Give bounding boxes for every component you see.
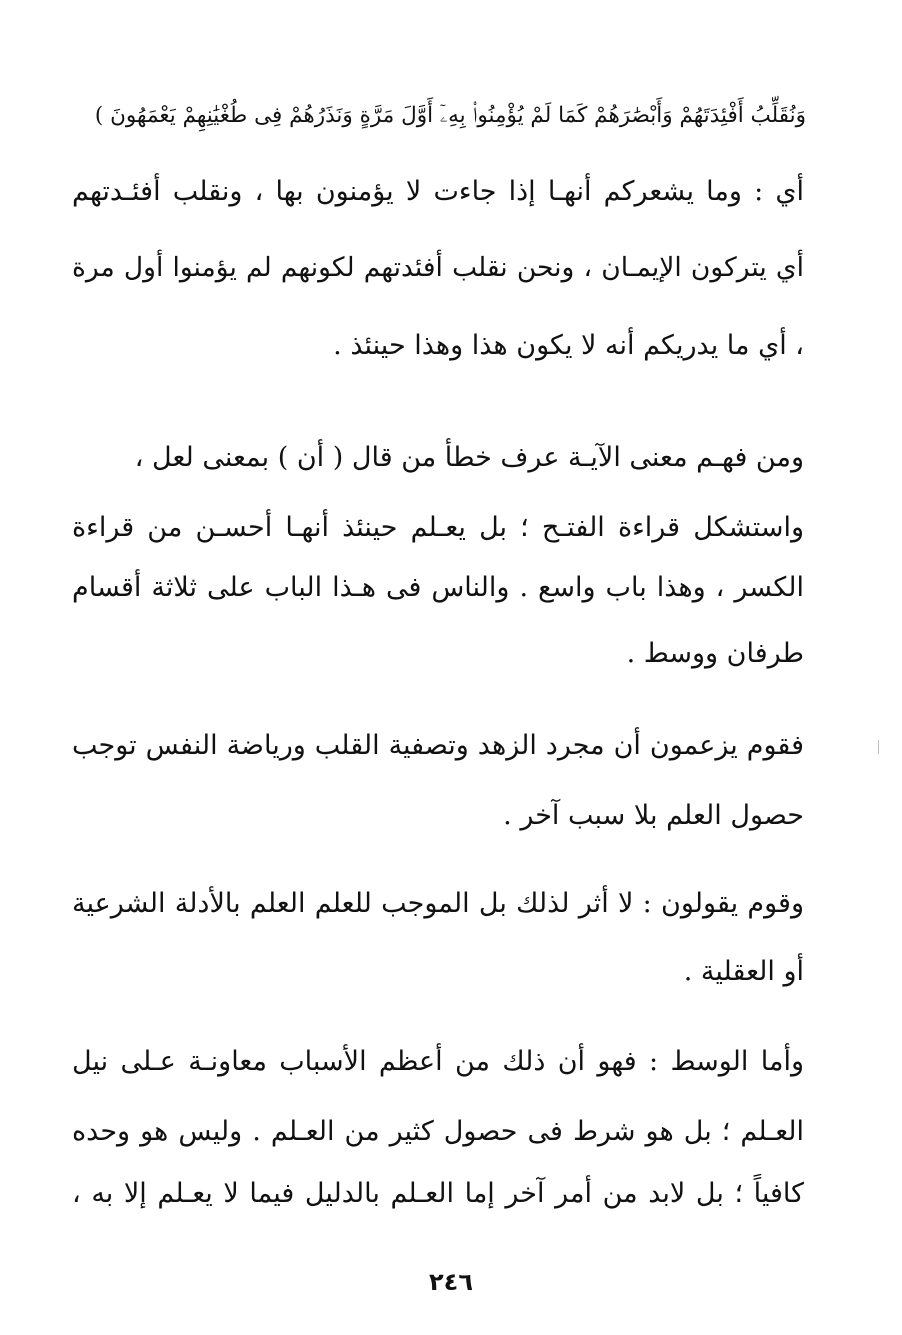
quran-verse-line: وَنُقَلِّبُ أَفْئِدَتَهُمْ وَأَبْصَٰرَهُمْ كَمَا لَمْ يُؤْمِنُوا۟ بِهِۦٓ أَوَّلَ مَرَّةٍ وَنَذَرُهُمْ فِى طُغْيَٰنِهِمْ يَعْمَهُونَ ) [94, 103, 806, 128]
paragraph-4-line-1: وقوم يقولون : لا أثر لذلك بل الموجب للعلم العلم بالأدلة الشرعية [72, 888, 804, 919]
paragraph-1-line-1: أي : وما يشعركم أنهـا إذا جاءت لا يؤمنون بها ، ونقلب أفئـدتهم [72, 176, 804, 207]
paragraph-1-line-3: ، أي ما يدريكم أنه لا يكون هذا وهذا حينئذ . [333, 330, 804, 361]
paragraph-2-line-4: طرفان ووسط . [626, 638, 804, 669]
paragraph-5-line-3: كافياً ؛ بل لابد من أمر آخر إما العـلم بالدليل فيما لا يعـلم إلا به ، [72, 1178, 804, 1209]
paragraph-2-line-3: الكسر ، وهذا باب واسع . والناس فى هـذا الباب على ثلاثة أقسام [72, 572, 804, 603]
paragraph-4-line-2: أو العقلية . [683, 956, 804, 987]
paragraph-5-line-1: وأما الوسط : فهو أن ذلك من أعظم الأسباب معاونـة عـلى نيل [72, 1046, 804, 1077]
page-number: ٢٤٦ [429, 1268, 473, 1296]
scan-edge-mark [878, 740, 879, 754]
paragraph-3-line-1: فقوم يزعمون أن مجرد الزهد وتصفية القلب ورياضة النفس توجب [72, 730, 804, 761]
paragraph-3-line-2: حصول العلم بلا سبب آخر . [503, 800, 804, 831]
paragraph-2-line-1: ومن فهـم معنى الآيـة عرف خطأ من قال ( أن ) بمعنى لعل ، [134, 442, 804, 473]
paragraph-5-line-2: العـلم ؛ بل هو شرط فى حصول كثير من العـلم . وليس هو وحده [72, 1116, 804, 1147]
paragraph-2-line-2: واستشكل قراءة الفتـح ؛ بل يعـلم حينئذ أنهـا أحسـن من قراءة [72, 512, 804, 543]
paragraph-1-line-2: أي يتركون الإيمـان ، ونحن نقلب أفئدتهم لكونهم لم يؤمنوا أول مرة [72, 252, 804, 283]
